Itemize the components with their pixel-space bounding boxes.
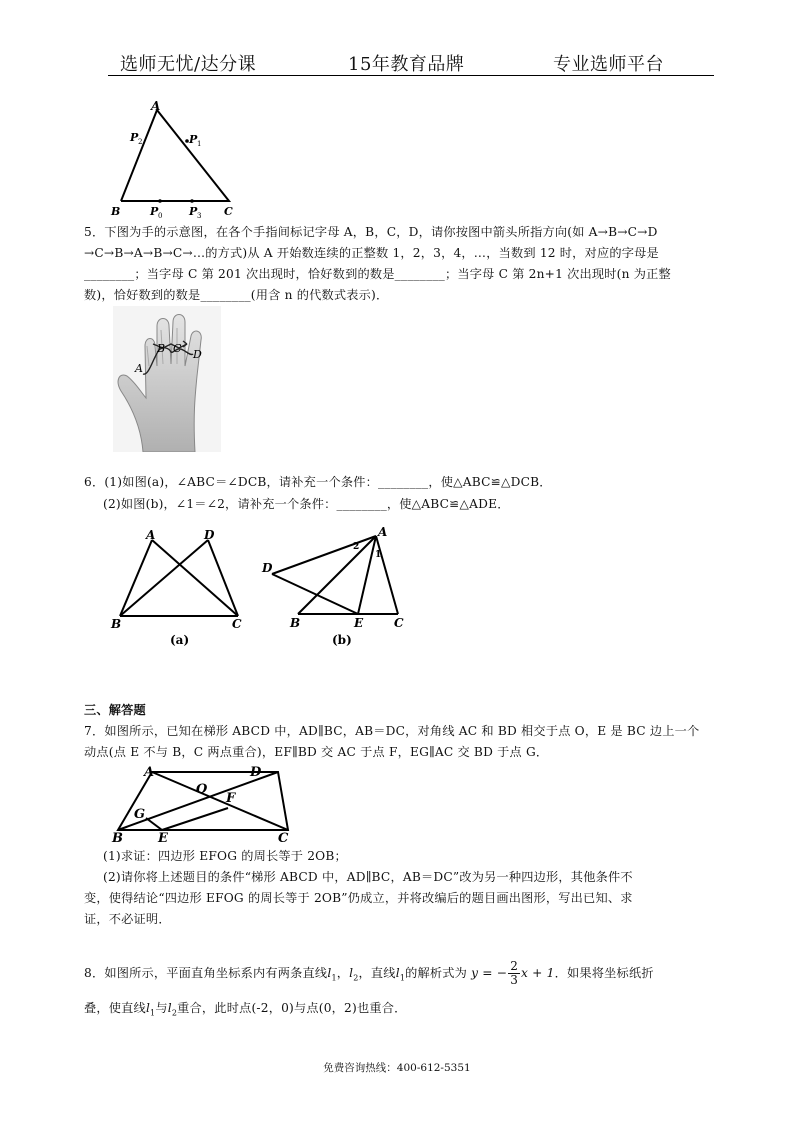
q6-line2: (2)如图(b)，∠1＝∠2，请补充一个条件：________，使△ABC≌△ADE．	[103, 497, 510, 511]
label-P3-sub: 3	[197, 212, 202, 218]
header-right: 专业选师平台	[553, 54, 664, 75]
q8-text-c: 的解析式为	[405, 966, 468, 980]
trap-label-B: B	[112, 831, 123, 844]
q8-text-d: ．如果将坐标纸折	[554, 966, 654, 980]
q8-text-g: 重合，此时点(-2，0)与点(0，2)也重合．	[177, 1001, 407, 1015]
q7-part1: (1)求证：四边形 EFOG 的周长等于 2OB；	[103, 849, 347, 863]
q8-text-f: 与	[155, 1001, 168, 1015]
section-title: 三、解答题	[84, 703, 146, 717]
q8-sub1: 1	[331, 973, 337, 983]
q8-sub2: 2	[353, 973, 359, 983]
b-label-B: B	[290, 616, 301, 630]
b-angle-2: 2	[353, 542, 360, 552]
q8-l-2: l	[349, 966, 354, 980]
q8-frac-den: 3	[510, 973, 519, 987]
q8-sub1-c: 1	[150, 1008, 156, 1018]
q8-sep: ，	[336, 966, 350, 980]
label-P1-sub: 1	[197, 140, 202, 148]
trap-label-D: D	[250, 765, 262, 780]
q7-part2-line1: (2)请你将上述题目的条件“梯形 ABCD 中，AD∥BC，AB＝DC”改为另一种四边形，其他条件不	[103, 870, 633, 884]
label-P2-sub: 2	[138, 138, 143, 146]
header-left: 选师无忧/达分课	[120, 54, 257, 75]
q8-l-4: l	[145, 1001, 151, 1015]
trap-label-O: O	[196, 782, 208, 797]
q7-part2-line3: 证，不必证明．	[84, 912, 171, 926]
q7-part2-line2: 变，使得结论“四边形 EFOG 的周长等于 2OB”仍成立，并将改编后的题目画出图形，写出已知、求	[84, 891, 633, 905]
figure-a	[108, 526, 248, 650]
q8-text-a: 8．如图所示，平面直角坐标系内有两条直线	[84, 966, 328, 980]
q8-fraction	[508, 960, 520, 987]
label-P3: P	[189, 205, 198, 218]
label-B: B	[111, 205, 121, 218]
q5-line1: 5．下图为手的示意图，在各个手指间标记字母 A，B，C，D，请你按图中箭头所指方向(如 A→B→C→D	[84, 225, 658, 239]
label-P1: P	[189, 133, 198, 146]
label-P0-sub: 0	[158, 212, 163, 218]
label-A: A	[151, 99, 161, 113]
trap-label-C: C	[278, 831, 289, 844]
trapezoid-figure	[110, 760, 300, 844]
a-label-A: A	[146, 528, 156, 542]
b-label-E: E	[354, 616, 364, 630]
q8-l: l	[327, 966, 332, 980]
q5-line2: →C→B→A→B→C→…的方式)从 A 开始数连续的正整数 1，2，3，4，…，当数到 12 时，对应的字母是	[84, 246, 659, 260]
q8-l-3: l	[395, 966, 400, 980]
q7-line2: 动点(点 E 不与 B，C 两点重合)，EF∥BD 交 AC 于点 F，EG∥AC 交 BD 于点 G．	[84, 745, 549, 759]
hand-label-B: B	[157, 342, 166, 355]
figure-b	[258, 526, 418, 650]
footer-hotline: 免费咨询热线：400-612-5351	[323, 1062, 471, 1074]
trap-label-G: G	[134, 807, 146, 822]
q8-sub1-b: 1	[399, 973, 406, 983]
hand-label-D: D	[193, 348, 202, 361]
q8-line2	[84, 998, 724, 1023]
triangle-figure	[105, 98, 245, 218]
q8-l-5: l	[167, 1001, 172, 1015]
b-label-D: D	[262, 561, 273, 575]
a-label-B: B	[111, 617, 122, 631]
b-label-C: C	[394, 616, 404, 630]
label-P0: P	[150, 205, 159, 218]
q8-x-part: x + 1	[521, 966, 555, 980]
a-caption: (a)	[170, 633, 190, 647]
b-label-A: A	[378, 526, 388, 539]
header-center: 15年教育品牌	[348, 54, 465, 75]
hand-label-A: A	[135, 362, 143, 375]
trap-label-E: E	[158, 831, 168, 844]
q8-text-b: ，直线	[358, 966, 396, 980]
a-label-D: D	[204, 528, 215, 542]
q8-y-eq: y = −	[471, 966, 508, 980]
label-C: C	[224, 205, 233, 218]
q5-line3: ________；当字母 C 第 201 次出现时，恰好数到的数是________；当字母 C 第 2n+1 次出现时(n 为正整	[84, 267, 671, 281]
q6-line1: 6．(1)如图(a)，∠ABC＝∠DCB，请补充一个条件：________，使△ABC≌△DCB．	[84, 475, 552, 489]
hand-figure	[113, 306, 221, 452]
q7-line1: 7．如图所示，已知在梯形 ABCD 中，AD∥BC，AB＝DC，对角线 AC 和 BD 相交于点 O，E 是 BC 边上一个	[84, 724, 700, 738]
q8-sub2-b: 2	[171, 1008, 178, 1018]
hand-label-C: C	[173, 342, 182, 355]
trap-label-F: F	[226, 791, 236, 806]
page-header	[0, 50, 794, 74]
q8-text-e: 叠，使直线	[84, 1001, 146, 1015]
b-angle-1: 1	[375, 550, 382, 560]
a-label-C: C	[232, 617, 242, 631]
label-P2: P	[130, 131, 139, 144]
b-caption: (b)	[332, 633, 352, 647]
q8-frac-num: 2	[510, 959, 519, 973]
trap-label-A: A	[144, 765, 155, 780]
q5-line4: 数)，恰好数到的数是________(用含 n 的代数式表示)．	[84, 288, 389, 302]
q8-line1	[84, 958, 724, 993]
header-rule	[108, 75, 714, 76]
